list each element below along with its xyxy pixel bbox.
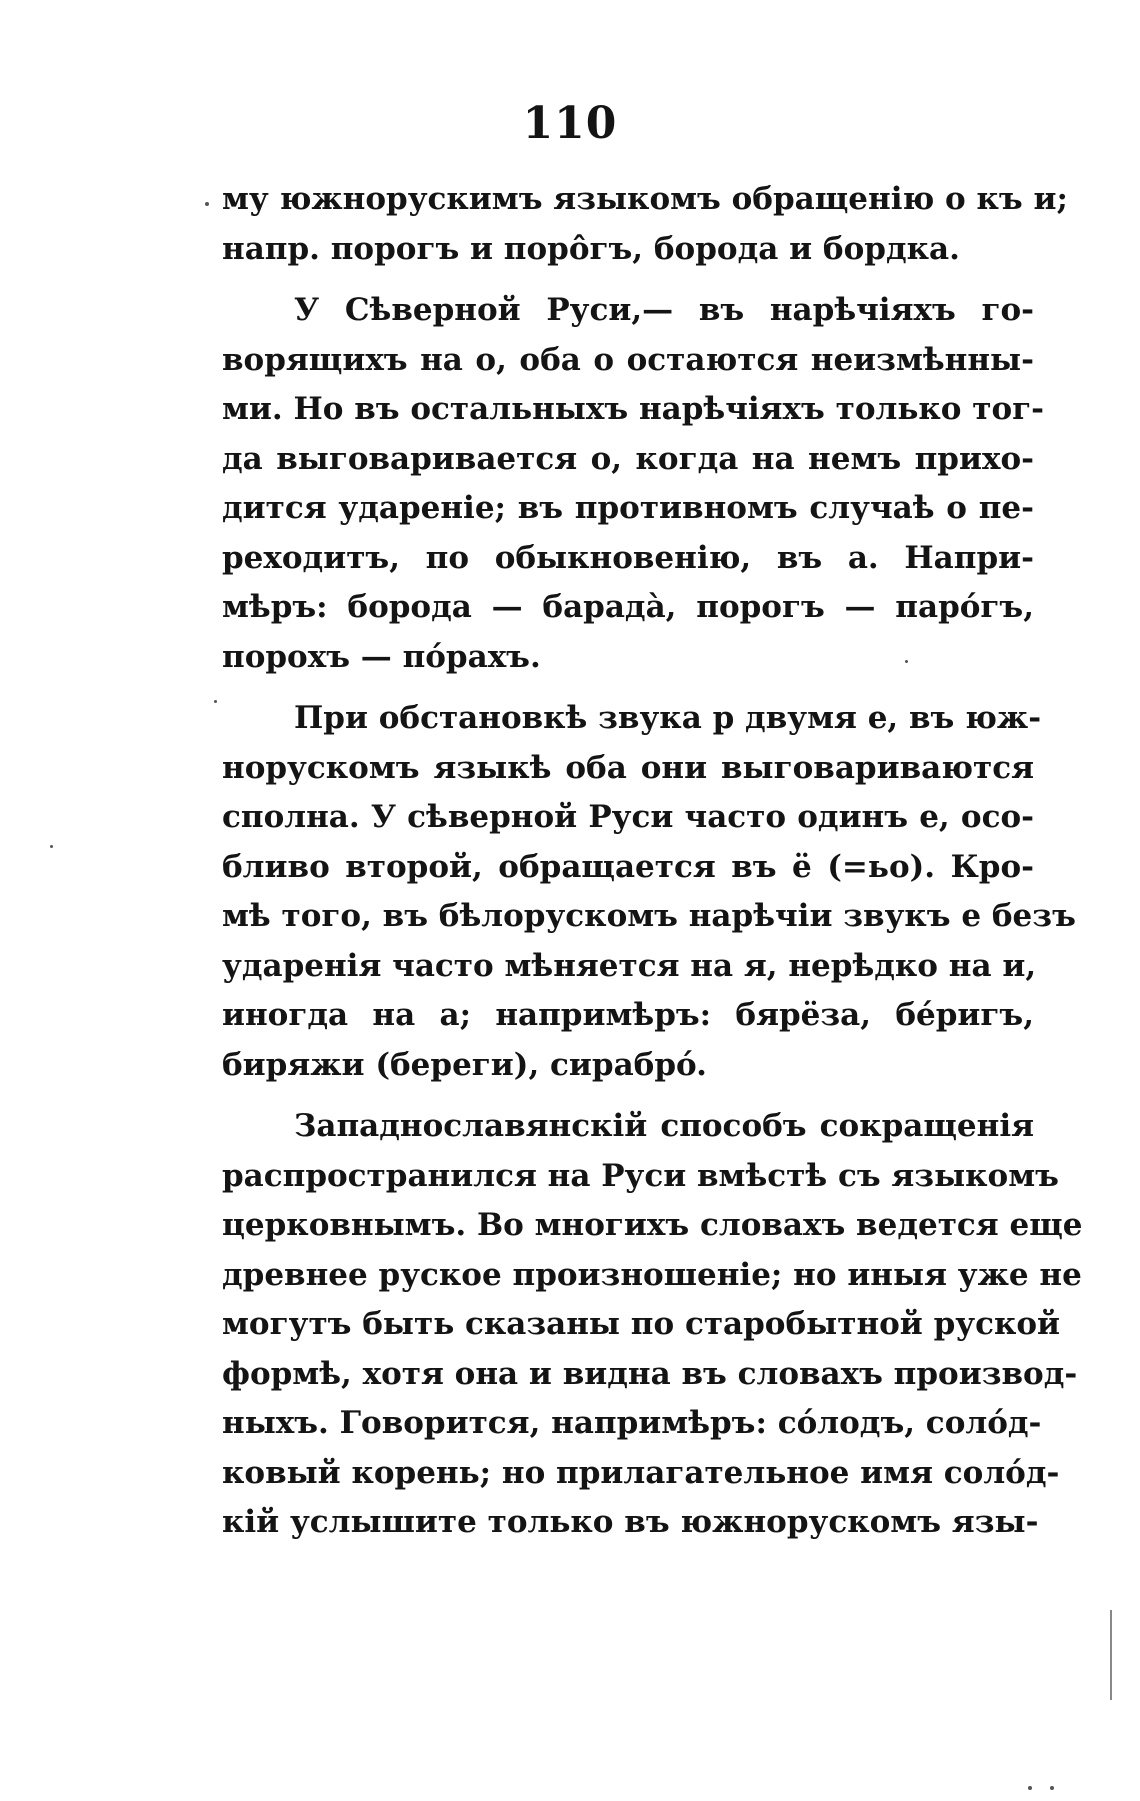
text-line: У Сѣверной Руси,— въ нарѣчіяхъ го- (294, 292, 1034, 328)
paragraph (222, 286, 1044, 682)
text-line: биряжи (береги), сирабрó. (222, 1046, 707, 1083)
text-line: Западнославянскій способъ сокращенія (294, 1108, 1034, 1144)
scan-speck (214, 700, 217, 703)
text-line: При обстановкѣ звука р двумя е, въ юж- (294, 700, 1042, 736)
text-line: реходитъ, по обыкновенію, въ а. Напри- (222, 539, 1034, 576)
scan-speck (205, 202, 209, 206)
text-line: ворящихъ на о, оба о остаются неизмѣнны- (222, 341, 1034, 378)
text-line: церковнымъ. Во многихъ словахъ ведется еще (222, 1207, 1083, 1243)
scan-speck (50, 845, 53, 848)
text-line: ныхъ. Говорится, напримѣръ: сóлодъ, солóд- (222, 1405, 1042, 1441)
text-line: бливо второй, обращается въ ё (=ьо). Кро- (222, 848, 1034, 885)
paragraph (222, 694, 1076, 1090)
text-line: му южнорускимъ языкомъ обращенію о къ и; (222, 181, 1068, 217)
text-line: формѣ, хотя она и видна въ словахъ производ- (222, 1355, 1078, 1392)
text-line: кій услышите только въ южнорускомъ язы- (222, 1504, 1039, 1540)
page-number: 110 (522, 98, 618, 149)
text-line: мѣ того, въ бѣлорускомъ нарѣчіи звукъ е безъ (222, 898, 1076, 934)
text-line: да выговаривается о, когда на немъ прихо- (222, 440, 1034, 477)
text-line: иногда на а; напримѣръ: бярёза, бéригъ, (222, 997, 1034, 1033)
paragraph (222, 175, 1068, 274)
text-line: мѣръ: борода — барада̀, порогъ — парóгъ, (222, 589, 1034, 625)
text-line: норускомъ языкѣ оба они выговариваются (222, 749, 1034, 786)
text-line: ударенія часто мѣняется на я, нерѣдко на и, (222, 947, 1037, 984)
text-line: распространился на Руси вмѣстѣ съ языкомъ (222, 1157, 1059, 1194)
paragraph (222, 1102, 1083, 1548)
scan-speck (1028, 1786, 1032, 1790)
scan-speck (1050, 1786, 1054, 1790)
text-line: древнее руское произношеніе; но иныя уже не (222, 1256, 1082, 1293)
text-line: сполна. У сѣверной Руси часто одинъ е, осо- (222, 799, 1034, 835)
text-line: напр. порогъ и порôгъ, борода и бордка. (222, 230, 960, 267)
text-line: ми. Но въ остальныхъ нарѣчіяхъ только тог- (222, 391, 1044, 427)
scan-edge-mark (1110, 1610, 1112, 1700)
scan-speck (905, 660, 908, 663)
text-line: порохъ — пóрахъ. (222, 638, 541, 675)
text-line: могутъ быть сказаны по старобытной руской (222, 1306, 1061, 1342)
text-line: дится удареніе; въ противномъ случаѣ о пе- (222, 490, 1034, 526)
body-text (222, 175, 1083, 1548)
text-line: ковый корень; но прилагательное имя солóд- (222, 1454, 1060, 1491)
